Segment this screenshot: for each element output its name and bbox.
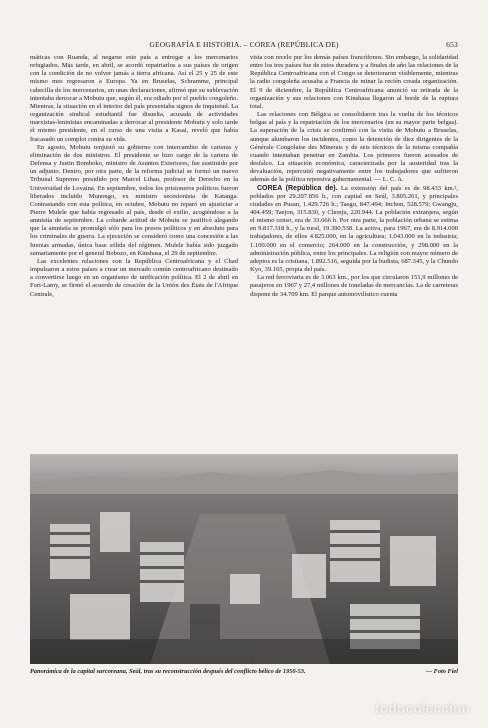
paragraph: vista con recelo por los demás países francófonos. Sin embargo, la solidaridad entre los tres países fue de estos duradera y a finales de año las relaciones de la República Centroafricana con el Congo se deterioraron visiblemente, mientras la radio congoleña acusaba a Francia de minar la recién creada organización. El 9 de diciembre, la República Centroafricana anunció su retirada de la organización y sus relaciones con Kinshasa llegaron al borde de la ruptura total. — [250, 54, 458, 110]
header-title: GEOGRAFÍA E HISTORIA. – COREA (REPÚBLICA DE) — [149, 40, 339, 49]
paragraph: La extensión del país es de 98.433 km.², poblados por 29.207.856 h., con capital en Seúl, 3.805.261, y principales ciudades en Pusan, 1.429.726 h.; Taegu, 847.494; Inchon, 528.579; Gwangju, 404.459; Taejon, 315.830, y Chonju, 220.944. La población extranjera, según el mismo censo, era de 33.666 h. Por otra parte, la población urbana se estima en 9.817.318 h., y la rural, 19.390.538. La activa, para 1967, era de 8.914.000 trabajadores, de ellos 4.825.000, en la agricultura; 1.043.000 en la industria; 1.100.000 en el comercio; 264.000 en la construcción, y 298.000 en la administración pública, entre los principales. La religión con mayor número de adeptos es la cristiana, 1.892.516, seguida por la budista, 687.345, y la Chundo Kyo, 39.165, propia del país. — [250, 184, 458, 274]
paragraph: La red ferroviaria es de 3.063 km., por los que circularon 151,9 millones de pasajeros en 1967 y 27,4 millones de toneladas de mercancías. La de carreteras dispone de 34.709 km. El parque automovilístico cuenta — [250, 274, 458, 298]
photo-credit: — Foto Fiel — [425, 668, 458, 675]
corea-section — [250, 185, 458, 275]
photo-illustration — [30, 454, 458, 664]
left-column — [30, 54, 238, 450]
photo-caption — [30, 668, 458, 675]
running-header — [30, 40, 458, 52]
paragraph: En agosto, Mobutu renjustó su gobierno con intercambio de carteras y eliminación de dos ministros. El presidente se hizo cargo de la cartera de Defensa y Justin Bomboko, ministro de Asuntos Exteriores, fue sustituido por un adjunto. Dentro, por otra parte, de la reforma judicial se formó un nuevo Tribunal Supremo presidido por Marcel Lihau, profesor de Derecho en la Universidad de Lovaina. En septiembre, todos los prisioneros políticos fueron liberados incluido Munongo, ex ministro secesionista de Katanga. Contrastando con esta política, en octubre, Mobutu no reparó en ajusticiar a Pierre Mulele que había regresado al país, desde el exilio, acogiéndose a la amnistía de septiembre. La cobarde actitud de Mobutu se justificó alegando que la amnistía se promulgó sólo para los presos políticos y en absoluto para los criminales de guerra. La ejecución se consideró como una concesión a las fuerzas armadas, única base sólida del régimen. Mulele había sido juzgado sumariamente por el general Bobozo, en Kinshasa, el 29 de septiembre. — [30, 143, 238, 257]
section-heading: COREA (República de). — [257, 184, 338, 192]
paragraph: máticas con Ruanda, al negarse este país a entregar a los mercenarios refugiados. Más tarde, en abril, se acordó repatriarlos a sus países de origen con la condición de no volver jamás a tierra africana. Así el 25 y 25 de este mismo mes regresaron a Europa. Ya en Bruselas, Schramme, principal cabecilla de los mercenarios, en unas declaraciones, afirmó que su sublevación intentaba derrocar a Mobutu que, según él, era odiado por el pueblo congoleño. Mientras, la situación en el interior del país presentaba signos de inquietud. La organización sindical estudiantil fue disuelta, acusada de actividades marxistas-leninistas encaminadas a derrocar al presidente Mobutu y solo tarde el mismo presidente, en el curso de una visita a Kasai, reveló que había fracasado un complot contra su vida. — [30, 54, 238, 143]
paragraph: Las relaciones con Bélgica se consolidaron tras la vuelta de los técnicos belgas al país y la repatriación de los mercenarios (en su mayor parte belgas). La superación de la crisis se confirmó con la visita de Mobutu a Bruselas, aunque alumbaron los incidentes, como la detención de diez dirigentes de la Générale Congolaise des Minerais y de seis técnicos de la misma compañía cuando intentaban penetrar en Zambia. Los primeros fueron acusados de desfalco. La situación económica, caracterizada por la austeridad tras la devaluación, repercutió negativamente entre los trabajadores que sufrieron además de la política represiva gubernamental. — L. C. A. — [250, 111, 458, 184]
paragraph: Las excelentes relaciones con la República Centroafricana y el Chad impulsaron a estos países a crear un mercado común centroafricano destinado a convertirse luego en un organismo de unificación política. El 2 de abril en Fort-Lamy, se firmó el acuerdo de creación de la Unión des États de l'Afrique Centrale, — [30, 257, 238, 298]
city-panorama-photo — [30, 454, 458, 664]
document-page — [30, 40, 458, 700]
caption-text: Panorámica de la capital surcoreana, Seúl, tras su reconstrucción después del conflicto bélico de 1950-53. — [30, 668, 306, 675]
text-columns — [30, 54, 458, 450]
right-column — [250, 54, 458, 450]
page-number: 653 — [446, 40, 458, 49]
watermark-logo: todocoleccion — [375, 700, 470, 716]
